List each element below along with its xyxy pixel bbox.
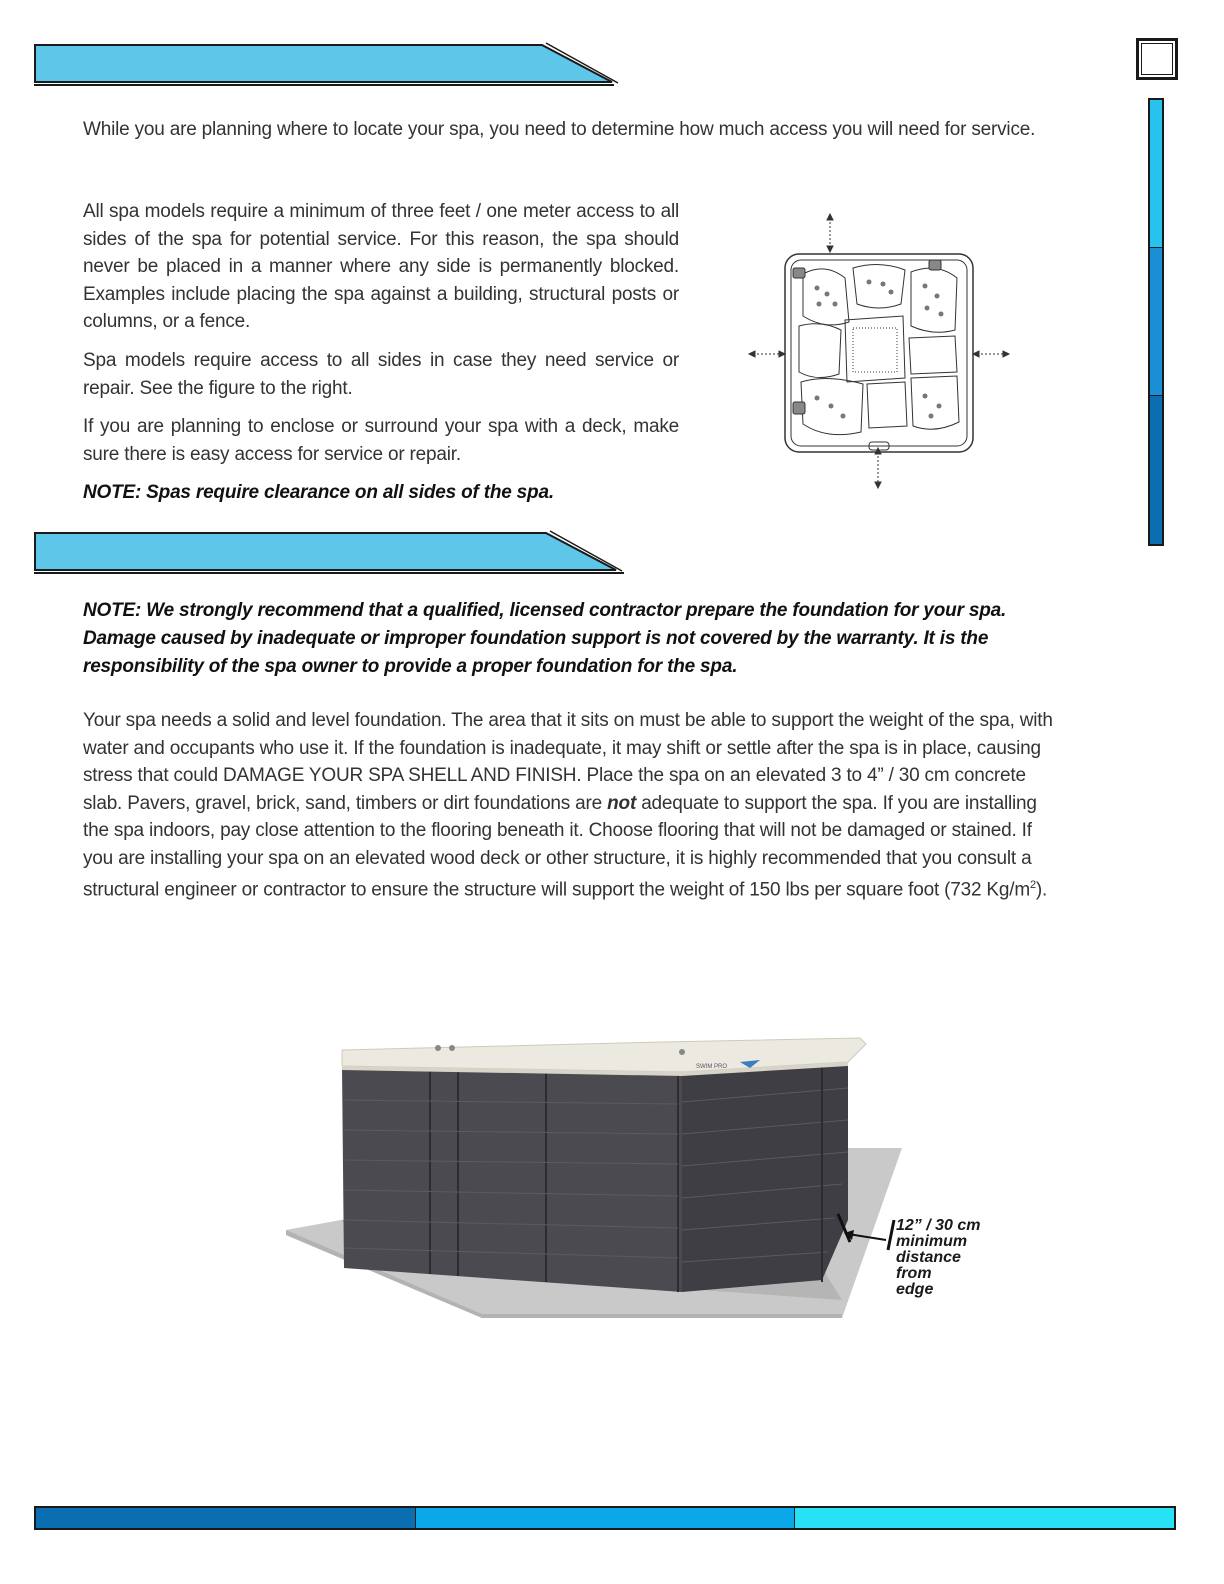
callout-line-2: minimum: [896, 1233, 968, 1250]
access-paragraph-1: All spa models require a minimum of three feet / one meter access to all sides of the spa for potential service. For this reason, the spa should never be placed in a manner where any side is permanently blocked. Examples include placing the spa against a building, structural posts or columns, or a fence.: [83, 201, 679, 332]
callout-line-1: 12” / 30 cm: [896, 1217, 981, 1234]
footer-segment-3: [795, 1508, 1174, 1528]
footer-color-bar: [34, 1506, 1176, 1530]
callout-line-4: from: [896, 1265, 932, 1282]
section-banner-foundation: [34, 530, 628, 576]
clearance-callout: [896, 1218, 981, 1298]
foundation-body-part-2: adequate to support the spa. If you are installing the spa indoors, pay close attention to the flooring beneath it. Choose flooring that will not be damaged or stained. If you are installing your spa on an elevated wood deck or other structure, it is highly recommended that you consult a structural engineer or contractor to ensure the structure will support the weight of 150 lbs per square foot (732 Kg/m: [83, 792, 1037, 901]
side-tab-3: [1150, 396, 1162, 544]
side-tab-2: [1150, 248, 1162, 396]
page-number-box: [1136, 38, 1178, 80]
footer-segment-2: [416, 1508, 796, 1528]
side-tab-1: [1150, 100, 1162, 248]
spa-brand-label: SWIM PRO: [696, 1064, 727, 1070]
footer-segment-1: [36, 1508, 416, 1528]
access-paragraph-2: Spa models require access to all sides in case they need service or repair. See the figure to the right.: [83, 350, 679, 399]
foundation-body-emphasis: not: [607, 792, 637, 814]
callout-line-5: edge: [896, 1281, 934, 1298]
foundation-body: [83, 707, 1063, 904]
access-note: NOTE: Spas require clearance on all sides of the spa.: [83, 482, 554, 503]
spa-top-view-diagram: [745, 212, 1015, 499]
spa-on-slab-photo: [282, 1030, 902, 1325]
foundation-body-part-1: Your spa needs a solid and level foundation. The area that it sits on must be able to support the weight of the spa, with water and occupants who use it. If the foundation is inadequate, it may shift or settle after the spa is in place, causing stress that could DAMAGE YOUR SPA SHELL AND FINISH. Place the spa on an elevated 3 to 4” / 30 cm concrete slab. Pavers, gravel, brick, sand, timbers or dirt foundations are: [83, 710, 1053, 814]
foundation-body-end: ).: [1035, 879, 1048, 901]
section-banner-access: [34, 42, 624, 88]
foundation-note: NOTE: We strongly recommend that a qualified, licensed contractor prepare the foundation for your spa. Damage caused by inadequate or improper foundation support is not covered by the warranty. It is the responsibility of the spa owner to provide a proper foundation for the spa.: [83, 600, 1007, 677]
access-paragraph-3: If you are planning to enclose or surround your spa with a deck, make sure there is easy access for service or repair.: [83, 416, 679, 465]
callout-line-3: distance: [896, 1249, 961, 1266]
foundation-body-superscript: 2: [1029, 879, 1036, 891]
side-section-tabs: [1148, 98, 1164, 546]
access-intro: While you are planning where to locate your spa, you need to determine how much access you will need for service.: [83, 119, 1036, 140]
